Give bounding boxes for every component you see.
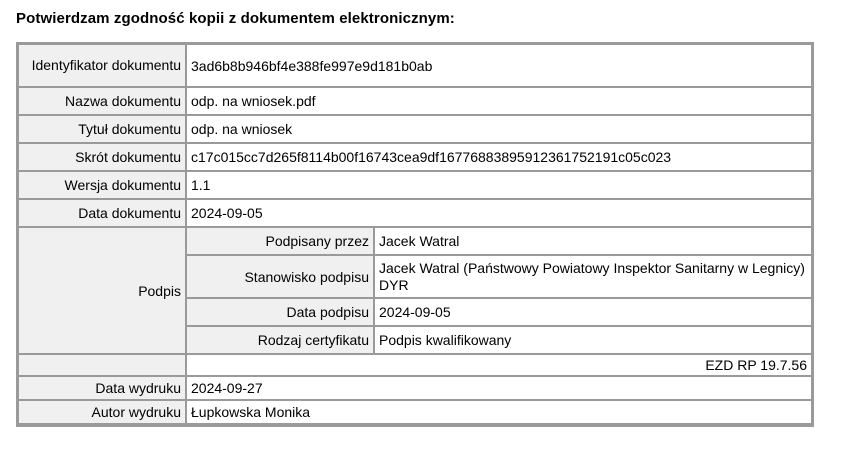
page-title: Potwierdzam zgodność kopii z dokumentem elektronicznym: [16,10,455,27]
identyfikator-label: Identyfikator dokumentu [18,44,186,87]
podpisany-przez-label: Podpisany przez [186,227,374,255]
data-value: 2024-09-05 [186,199,812,227]
wersja-label: Wersja dokumentu [18,171,186,199]
row-tytul [18,115,812,143]
row-identyfikator [18,44,812,87]
data-podpisu-value: 2024-09-05 [374,298,812,326]
row-data-wydruku [18,376,812,400]
system-version: EZD RP 19.7.56 [186,354,812,376]
identyfikator-value: 3ad6b8b946bf4e388fe997e9d181b0ab [186,44,812,87]
autor-wydruku-value: Łupkowska Monika [186,400,812,424]
autor-wydruku-label: Autor wydruku [18,400,186,424]
nazwa-label: Nazwa dokumentu [18,87,186,115]
tytul-value: odp. na wniosek [186,115,812,143]
podpis-label: Podpis [18,227,186,354]
version-empty-cell [18,354,186,376]
data-podpisu-label: Data podpisu [186,298,374,326]
data-wydruku-label: Data wydruku [18,376,186,400]
row-nazwa [18,87,812,115]
row-data [18,199,812,227]
row-wersja [18,171,812,199]
rodzaj-value: Podpis kwalifikowany [374,326,812,354]
row-autor-wydruku [18,400,812,424]
row-version [18,354,812,376]
data-label: Data dokumentu [18,199,186,227]
document-confirmation-table [16,42,814,427]
skrot-value: c17c015cc7d265f8114b00f16743cea9df16776883895912361752191c05c023 [186,143,812,171]
wersja-value: 1.1 [186,171,812,199]
podpisany-przez-value: Jacek Watral [374,227,812,255]
stanowisko-value: Jacek Watral (Państwowy Powiatowy Inspektor Sanitarny w Legnicy) DYR [374,255,812,298]
data-wydruku-value: 2024-09-27 [186,376,812,400]
row-podpisany-przez [18,227,812,255]
rodzaj-label: Rodzaj certyfikatu [186,326,374,354]
row-skrot [18,143,812,171]
skrot-label: Skrót dokumentu [18,143,186,171]
stanowisko-label: Stanowisko podpisu [186,255,374,298]
tytul-label: Tytuł dokumentu [18,115,186,143]
nazwa-value: odp. na wniosek.pdf [186,87,812,115]
